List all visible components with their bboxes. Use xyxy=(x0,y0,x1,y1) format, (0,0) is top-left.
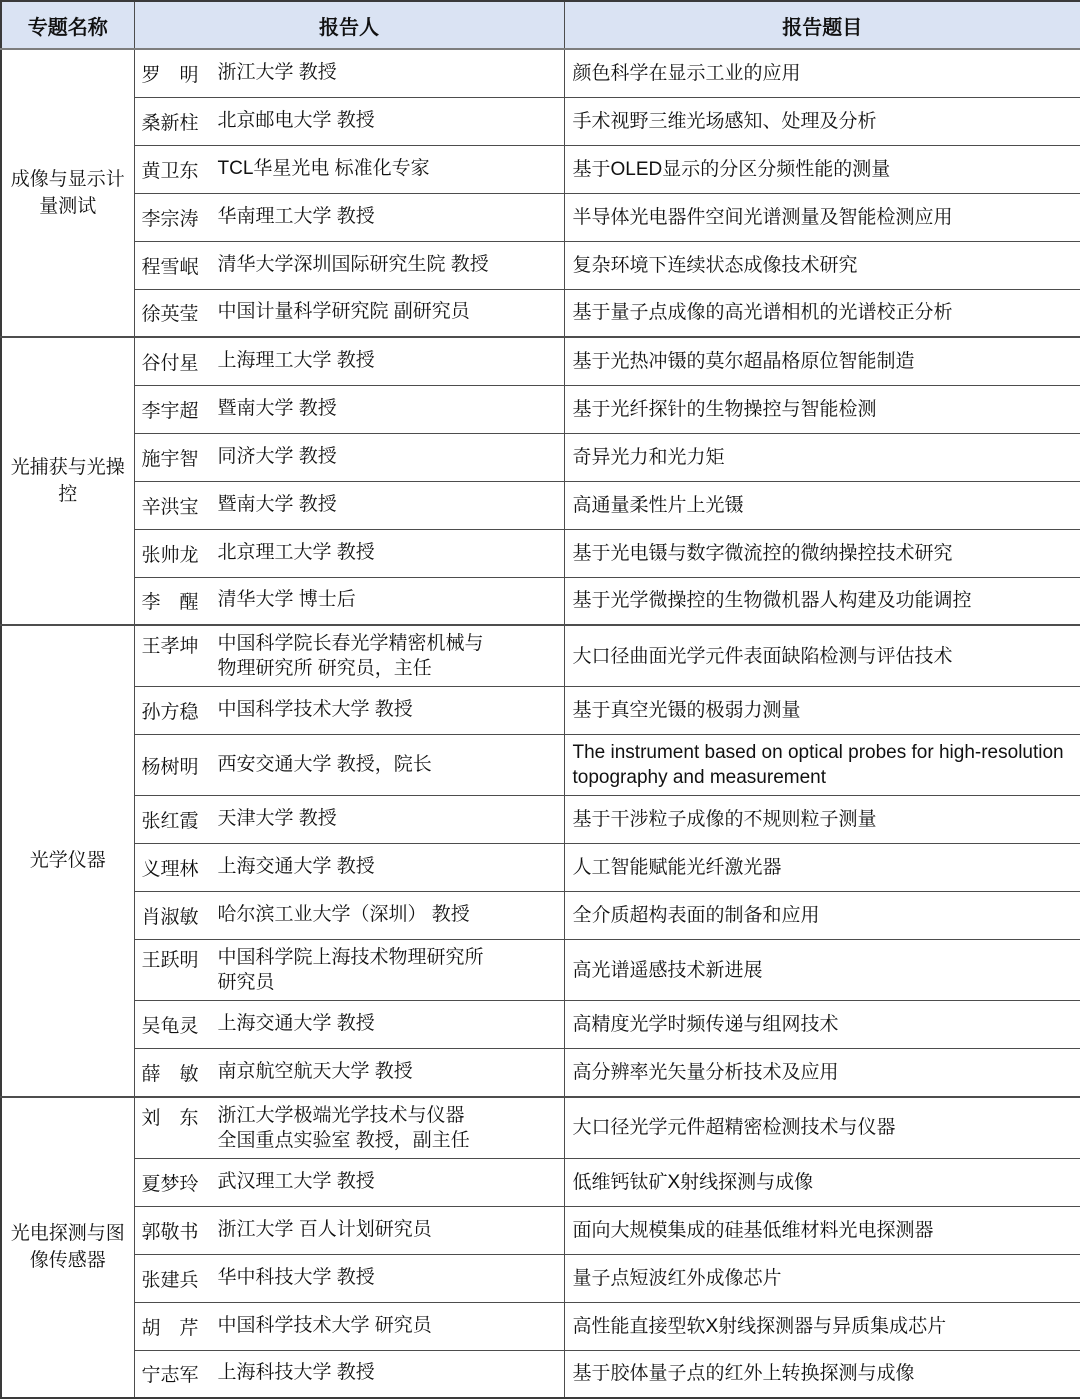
report-title-cell: 奇异光力和光力矩 xyxy=(564,433,1080,481)
column-header-title: 报告题目 xyxy=(564,1,1080,49)
speaker-cell xyxy=(134,1350,564,1398)
speaker-cell xyxy=(134,1206,564,1254)
speaker-cell xyxy=(134,577,564,625)
report-title-cell: 面向大规模集成的硅基低维材料光电探测器 xyxy=(564,1206,1080,1254)
report-title-cell: 高通量柔性片上光镊 xyxy=(564,481,1080,529)
table-row xyxy=(1,49,1080,97)
speaker-name: 徐英莹 xyxy=(141,304,199,326)
speaker-cell xyxy=(134,1158,564,1206)
report-title-cell: 基于真空光镊的极弱力测量 xyxy=(564,687,1080,735)
speaker-name: 王孝坤 xyxy=(141,636,199,657)
speaker-name: 程雪岷 xyxy=(141,256,199,278)
speaker-affiliation: 暨南大学 教授 xyxy=(217,397,337,419)
speaker-affiliation: 浙江大学极端光学技术与仪器 全国重点实验室 教授，副主任 xyxy=(217,1104,470,1151)
table-row xyxy=(1,940,1080,1001)
table-row xyxy=(1,1302,1080,1350)
table-row xyxy=(1,1254,1080,1302)
table-row xyxy=(1,1001,1080,1049)
topic-cell: 光学仪器 xyxy=(1,625,134,1097)
report-title-cell: 复杂环境下连续状态成像技术研究 xyxy=(564,241,1080,289)
speaker-cell xyxy=(134,1302,564,1350)
table-row xyxy=(1,577,1080,625)
speaker-name: 肖淑敏 xyxy=(141,907,199,928)
speaker-cell xyxy=(134,241,564,289)
speaker-name: 郭敬书 xyxy=(141,1221,199,1243)
speaker-cell xyxy=(134,433,564,481)
report-title-cell: 基于光热冲镊的莫尔超晶格原位智能制造 xyxy=(564,337,1080,385)
speaker-affiliation: 浙江大学 教授 xyxy=(217,61,337,83)
speaker-cell xyxy=(134,1254,564,1302)
speaker-cell xyxy=(134,687,564,735)
speaker-name: 罗 明 xyxy=(141,64,199,86)
report-title-cell: 基于干涉粒子成像的不规则粒子测量 xyxy=(564,796,1080,844)
speaker-cell xyxy=(134,49,564,97)
table-header xyxy=(1,1,1080,49)
table-row xyxy=(1,687,1080,735)
speaker-cell xyxy=(134,145,564,193)
table-row xyxy=(1,625,1080,687)
speaker-affiliation: 中国科学技术大学 教授 xyxy=(217,699,413,720)
speaker-affiliation: 华中科技大学 教授 xyxy=(217,1266,375,1288)
report-title-cell: 半导体光电器件空间光谱测量及智能检测应用 xyxy=(564,193,1080,241)
speaker-affiliation: 哈尔滨工业大学（深圳） 教授 xyxy=(217,904,470,925)
speaker-name: 施宇智 xyxy=(141,448,199,470)
speaker-name: 李宗涛 xyxy=(141,208,199,230)
column-header-speaker: 报告人 xyxy=(134,1,564,49)
speaker-name: 胡 芹 xyxy=(141,1317,199,1339)
speaker-name: 孙方稳 xyxy=(141,702,199,723)
table-row xyxy=(1,796,1080,844)
table-row xyxy=(1,337,1080,385)
speaker-name: 吴龟灵 xyxy=(141,1016,199,1037)
speaker-name: 李 醒 xyxy=(141,592,199,614)
header-row xyxy=(1,1,1080,49)
report-title-cell: 基于光学微操控的生物微机器人构建及功能调控 xyxy=(564,577,1080,625)
speaker-affiliation: 武汉理工大学 教授 xyxy=(217,1170,375,1192)
table-body xyxy=(1,49,1080,1398)
speaker-affiliation: 清华大学 博士后 xyxy=(217,589,356,611)
table-row xyxy=(1,481,1080,529)
speaker-affiliation: 暨南大学 教授 xyxy=(217,493,337,515)
speaker-cell xyxy=(134,289,564,337)
speaker-name: 宁志军 xyxy=(141,1365,199,1387)
report-title-cell: 基于光纤探针的生物操控与智能检测 xyxy=(564,385,1080,433)
speaker-affiliation: 南京航空航天大学 教授 xyxy=(217,1060,413,1082)
speaker-cell xyxy=(134,481,564,529)
speaker-affiliation: 浙江大学 百人计划研究员 xyxy=(217,1218,432,1240)
report-title-cell: 高分辨率光矢量分析技术及应用 xyxy=(564,1049,1080,1097)
speaker-affiliation: 天津大学 教授 xyxy=(217,808,337,829)
speaker-cell xyxy=(134,1001,564,1049)
report-title-cell: 基于量子点成像的高光谱相机的光谱校正分析 xyxy=(564,289,1080,337)
speaker-affiliation: 上海科技大学 教授 xyxy=(217,1362,375,1384)
speaker-affiliation: 中国科学院长春光学精密机械与 物理研究所 研究员，主任 xyxy=(217,633,484,679)
topic-cell: 光捕获与光操控 xyxy=(1,337,134,625)
speaker-name: 李宇超 xyxy=(141,400,199,422)
speaker-affiliation: 华南理工大学 教授 xyxy=(217,205,375,227)
speaker-affiliation: 中国科学技术大学 研究员 xyxy=(217,1314,432,1336)
table-row xyxy=(1,145,1080,193)
table-row xyxy=(1,1049,1080,1097)
speaker-name: 义理林 xyxy=(141,859,199,880)
report-title-cell: 基于光电镊与数字微流控的微纳操控技术研究 xyxy=(564,529,1080,577)
topic-cell: 光电探测与图像传感器 xyxy=(1,1097,134,1399)
speaker-name: 辛洪宝 xyxy=(141,496,199,518)
table-row xyxy=(1,193,1080,241)
speaker-name: 王跃明 xyxy=(141,950,199,971)
table-row xyxy=(1,892,1080,940)
report-title-cell: 颜色科学在显示工业的应用 xyxy=(564,49,1080,97)
table-row xyxy=(1,735,1080,796)
speaker-affiliation: 上海交通大学 教授 xyxy=(217,856,375,877)
speaker-name: 刘 东 xyxy=(141,1107,199,1129)
report-title-cell: 人工智能赋能光纤激光器 xyxy=(564,844,1080,892)
speaker-affiliation: 北京理工大学 教授 xyxy=(217,541,375,563)
speaker-cell xyxy=(134,735,564,796)
report-title-cell: 手术视野三维光场感知、处理及分析 xyxy=(564,97,1080,145)
speaker-name: 谷付星 xyxy=(141,352,199,374)
speaker-cell xyxy=(134,892,564,940)
table-row xyxy=(1,1206,1080,1254)
speaker-name: 杨树明 xyxy=(141,756,199,778)
speaker-name: 张红霞 xyxy=(141,811,199,832)
table-row xyxy=(1,433,1080,481)
speaker-name: 黄卫东 xyxy=(141,160,199,182)
speaker-affiliation: 上海交通大学 教授 xyxy=(217,1013,375,1034)
report-title-cell: 量子点短波红外成像芯片 xyxy=(564,1254,1080,1302)
report-title-cell: 基于OLED显示的分区分频性能的测量 xyxy=(564,145,1080,193)
speaker-cell xyxy=(134,940,564,1001)
topic-cell: 成像与显示计量测试 xyxy=(1,49,134,337)
speaker-cell xyxy=(134,1049,564,1097)
speaker-cell xyxy=(134,529,564,577)
report-title-cell: The instrument based on optical probes for high-resolution topography and measurement xyxy=(564,735,1080,796)
speaker-cell xyxy=(134,97,564,145)
report-title-cell: 高性能直接型软X射线探测器与异质集成芯片 xyxy=(564,1302,1080,1350)
speaker-affiliation: 中国科学院上海技术物理研究所 研究员 xyxy=(217,947,484,993)
speaker-name: 张帅龙 xyxy=(141,544,199,566)
table-row xyxy=(1,1350,1080,1398)
speaker-name: 夏梦玲 xyxy=(141,1173,199,1195)
speaker-cell xyxy=(134,625,564,687)
speaker-cell xyxy=(134,193,564,241)
speaker-affiliation: 同济大学 教授 xyxy=(217,445,337,467)
report-title-cell: 低维钙钛矿X射线探测与成像 xyxy=(564,1158,1080,1206)
speaker-affiliation: 北京邮电大学 教授 xyxy=(217,109,375,131)
table-row xyxy=(1,241,1080,289)
speaker-name: 薛 敏 xyxy=(141,1063,199,1085)
column-header-topic: 专题名称 xyxy=(1,1,134,49)
report-title-cell: 基于胶体量子点的红外上转换探测与成像 xyxy=(564,1350,1080,1398)
speaker-name: 桑新柱 xyxy=(141,112,199,134)
table-row xyxy=(1,1158,1080,1206)
speaker-cell xyxy=(134,844,564,892)
report-title-cell: 大口径曲面光学元件表面缺陷检测与评估技术 xyxy=(564,625,1080,687)
speaker-cell xyxy=(134,337,564,385)
report-title-cell: 高光谱遥感技术新进展 xyxy=(564,940,1080,1001)
speaker-affiliation: 西安交通大学 教授，院长 xyxy=(217,753,432,775)
table-row xyxy=(1,844,1080,892)
speaker-cell xyxy=(134,385,564,433)
table-row xyxy=(1,97,1080,145)
report-title-cell: 全介质超构表面的制备和应用 xyxy=(564,892,1080,940)
speaker-affiliation: 上海理工大学 教授 xyxy=(217,349,375,371)
table-row xyxy=(1,1097,1080,1159)
speaker-cell xyxy=(134,1097,564,1159)
table-row xyxy=(1,289,1080,337)
speaker-affiliation: 中国计量科学研究院 副研究员 xyxy=(217,301,470,323)
table-row xyxy=(1,385,1080,433)
speaker-affiliation: 清华大学深圳国际研究生院 教授 xyxy=(217,253,489,275)
speaker-cell xyxy=(134,796,564,844)
report-title-cell: 高精度光学时频传递与组网技术 xyxy=(564,1001,1080,1049)
speaker-name: 张建兵 xyxy=(141,1269,199,1291)
speaker-affiliation: TCL华星光电 标准化专家 xyxy=(217,157,430,179)
report-title-cell: 大口径光学元件超精密检测技术与仪器 xyxy=(564,1097,1080,1159)
table-row xyxy=(1,529,1080,577)
